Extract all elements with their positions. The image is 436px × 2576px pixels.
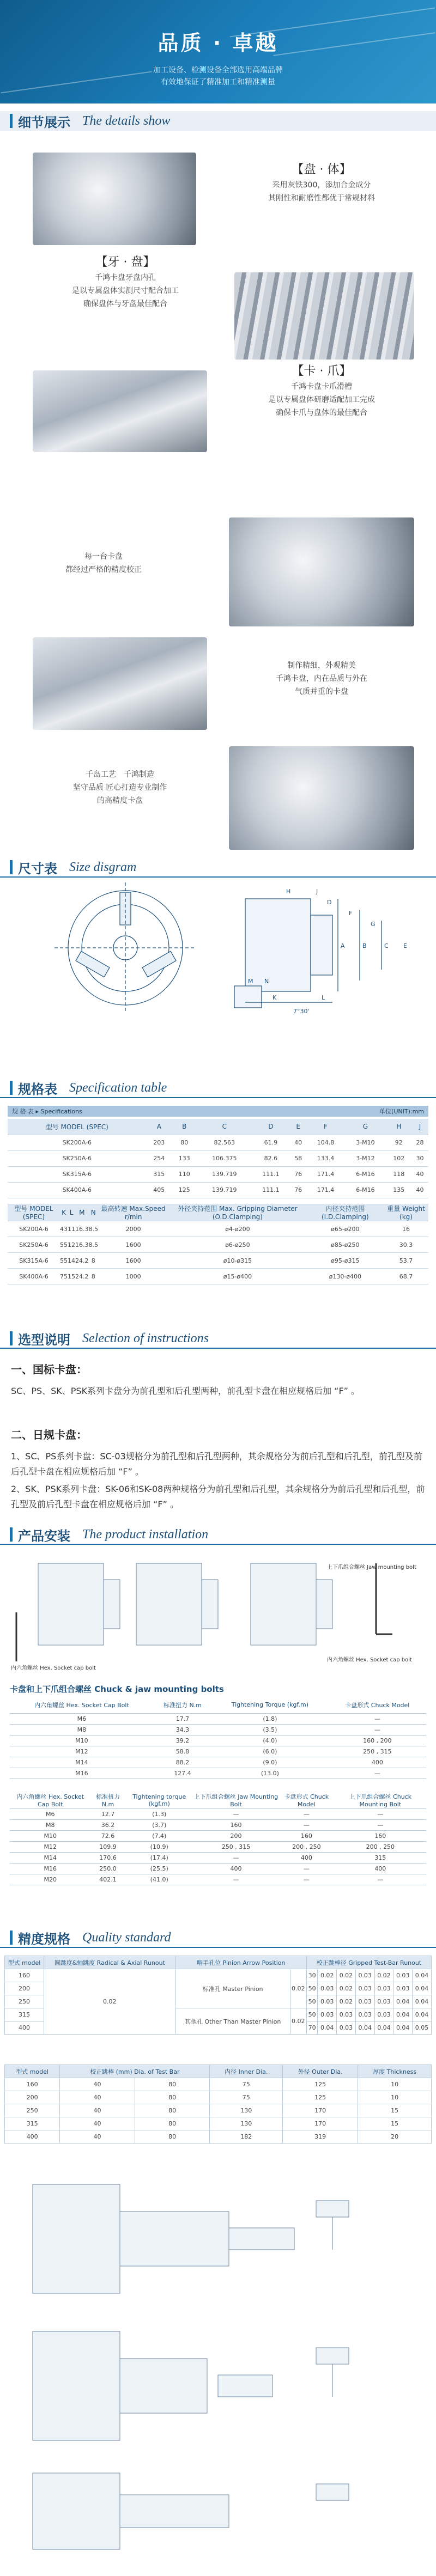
table-row: M8 34.3 (3.5) — [10,1724,426,1735]
table-row: SK250A-6 254 133 106.375 82.6 58 133.4 3-M12 102 30 [8,1150,428,1166]
table-row: SK315A-6 55 14 24.2 8 1600 ø10-ø315 ø95-ø315 53.7 [8,1253,428,1269]
selection-title-cn: 选型说明 [18,1332,70,1348]
table-row: SK200A-6 203 80 82.563 61.9 40 104.8 3-M10 92 28 [8,1135,428,1150]
table-row: M14 88.2 (9.0) 400 [10,1757,426,1768]
finished-chuck-photo [33,637,207,730]
quality-header [0,1928,436,1948]
jaws-photo [33,370,207,452]
selection-header [0,1329,436,1349]
table-row: M10 39.2 (4.0) 160 , 200 [10,1735,426,1746]
spec-table-2: 型号 MODEL (SPEC) K L M N 最高转速 Max.Speed r/min 外径夹持范围 Max. Gripping Diameter (O.D.Clamping) 内径夹持范围 (I.D.Clamping) 重量 Weight (kg) SK200A-6 43 11 16.3 8.5 2000 ø4-ø200 ø65-ø200 16 SK250A-6 55 12 16.3 8.5 1600 ø6-ø250 ø85-ø250 30.3 SK315A-6 55 14 24.2 8 1600 ø10-ø315 ø95-ø315 53.7 SK400A-6 75 15 24.2 8 1000 ø15-ø400 ø130-ø400 68.7 [8,1204,428,1284]
selection-title-en: Selection of instructions [82,1331,209,1345]
detail-block-3: 【卡 · 爪】 千鸿卡盘卡爪滑槽 是以专属盘体研磨适配加工完成 确保卡爪与盘体的最佳配合 [268,364,375,417]
size-title-en: Size disgram [69,860,137,874]
table-row: 315 其他孔 Other Than Master Pinion 0.02 50 0.03 0.03 0.03 0.03 0.04 0.04 [5,2008,432,2021]
install-label-hex-bolt-2: 内六角螺丝 Hex. Socket cap bolt [327,1657,412,1663]
table-row: SK200A-6 43 11 16.3 8.5 2000 ø4-ø200 ø65-ø200 16 [8,1221,428,1237]
dim-label-b: B [362,942,367,949]
table-row: SK250A-6 55 12 16.3 8.5 1600 ø6-ø250 ø85-ø250 30.3 [8,1237,428,1253]
spec-title-en: Specification table [69,1080,167,1095]
hero-title: 品质 · 卓越 [158,31,278,55]
table-row: SK400A-6 75 15 24.2 8 1000 ø15-ø400 ø130-ø400 68.7 [8,1269,428,1284]
dim-label-d: D [327,899,332,906]
selection-heading-2: 二、日规卡盘： [11,1428,87,1441]
spec-caption [8,1106,428,1117]
dim-label-n: N [264,978,269,985]
detail-block-1: 【盘 · 体】 采用灰铁300，添加合金成分 其刚性和耐磨性都优于常规材料 [268,163,375,203]
dim-label-f: F [349,910,353,917]
detail-block-6: 千岛工艺 千鸿制造 坚守品质 匠心打造专业制作 的高精度卡盘 [72,770,167,805]
spec-caption-left: 规 格 表 ▸ Specifications [12,1108,82,1115]
table-row: M12 109.9 (10.9) 250 , 315 200 , 250 200 , 250 [10,1841,426,1852]
details-title-cn: 细节展示 [18,114,70,130]
hero-line-1: 加工设备、检测设备全部选用高端品牌 [153,66,283,75]
scroll-disk-photo [234,272,414,360]
quality-table-1: 型式 model 圆跳度&轴跳度 Radical & Axial Runout 啃手孔位 Pinion Arrow Position 校正跳棒径 Gripped Test-Bar Runout 160 0.02 标准孔 Master Pinion 0.02 30 0.02 0.02 0.03 0.02 0.03 0.04 200 50 0.03 0.02 0.03 0.03 0.03 0.04 250 50 0.03 0.02 0.03 0.03 0.04 0.04 315 其他孔 Other Than Master Pinion 0.02 50 0.03 0.03 0.03 0.03 0.04 0.04 400 70 0.04 0.03 0.04 0.04 0.04 0.05 [4,1956,432,2035]
dim-label-g: G [371,921,376,928]
install-title-cn: 产品安装 [18,1528,70,1544]
table-row: 400 70 0.04 0.03 0.04 0.04 0.04 0.05 [5,2021,432,2035]
install-title-en: The product installation [82,1527,209,1542]
dim-label-m: M [248,978,253,985]
calibration-photo [229,517,414,626]
chuck-body-photo [33,153,196,245]
table-row: M6 17.7 (1.8) — [10,1713,426,1724]
mounting-title: 卡盘和上下爪组合螺丝 Chuck & jaw mounting bolts [10,1684,224,1694]
angle-label: 7°30' [293,1008,310,1015]
size-header [0,858,436,878]
table-row: M16 250.0 (25.5) 400 — 400 [10,1863,426,1874]
table-row: M12 58.8 (6.0) 250 , 315 [10,1746,426,1757]
detail-block-5: 制作精细，外观精美 千鸿卡盘，内在品质与外在 气质并重的卡盘 [276,661,367,696]
dim-label-e: E [403,942,407,949]
selection-para-2b: 2、SK、PSK系列卡盘：SK-06和SK-08两种规格分为前孔型和后孔型，其余规格分为前后孔型和后孔型，前孔型及前后孔型卡盘在相应规格后加 “F” 。 [11,1484,425,1509]
dim-label-l: L [322,994,325,1001]
install-diagram [0,1552,436,1672]
table-row: M20 402.1 (41.0) — — — [10,1874,426,1885]
detail-block-2: 【牙 · 盘】 千鸿卡盘牙盘内孔 是以专属盘体实测尺寸配合加工 确保盘体与牙盘最佳配合 [72,255,179,308]
install-label-hex-bolt: 内六角螺丝 Hex. Socket cap bolt [11,1665,96,1671]
table-row: 160 40 80 75 125 10 [5,2078,432,2091]
chuck-closeup-photo [229,746,414,850]
quality-diagrams [0,2168,436,2560]
mounting-table-1: 内六角螺丝 Hex. Socket Cap Bolt 标准扭力 N.m Tightening Torque (kgf.m) 卡盘形式 Chuck Model M6 17.7 (1.8) — M8 34.3 (3.5) — M10 39.2 (4.0) 160 , 200 M12 58.8 (6.0) 250 , 315 M14 88.2 (9.0) 400 M16 127.4 (13.0) — [10,1697,426,1779]
dim-label-c: C [384,942,389,949]
dim-label-j: J [316,888,318,895]
table-row: 160 0.02 标准孔 Master Pinion 0.02 30 0.02 0.02 0.03 0.02 0.03 0.04 [5,1969,432,1982]
details-header [0,111,436,131]
table-row: 400 40 80 182 319 20 [5,2130,432,2143]
dim-label-k: K [272,994,277,1001]
spec-caption-right: 单位(UNIT):mm [379,1108,424,1115]
hero-line-2: 有效地保证了精准加工和精准测量 [161,78,275,87]
dim-label-h: H [286,888,291,895]
quality-title-cn: 精度规格 [18,1931,70,1947]
detail-block-4: 每一台卡盘 都经过严格的精度校正 [65,552,142,574]
mounting-table-2: 内六角螺丝 Hex. Socket Cap Bolt 标准扭力 N.m Tightening torque (kgf.m) 上下爪组合螺丝 Jaw Mounting Bolt 卡盘形式 Chuck Model 上下爪组合螺丝 Chuck Mounting Bolt M6 12.7 (1.3) — — — M8 36.2 (3.7) 160 — — M10 72.6 (7.4) 200 160 160 M12 109.9 (10.9) 250 , 315 200 , 250 200 , 250 M14 170.6 (17.4) — 400 315 M16 250.0 (25.5) 400 — 400 M20 402.1 (41.0) — — — [10,1792,426,1885]
details-title-en: The details show [82,113,171,128]
table-row: 250 40 80 130 170 15 [5,2104,432,2117]
selection-para-1: SC、PS、SK、PSK系列卡盘分为前孔型和后孔型两种，前孔型卡盘在相应规格后加 “F” 。 [11,1386,360,1396]
quality-title-en: Quality standard [82,1930,171,1945]
dim-label-a: A [341,942,345,949]
table-row: M6 12.7 (1.3) — — — [10,1808,426,1819]
table-row: 200 40 80 75 125 10 [5,2091,432,2104]
table-row: 315 40 80 130 170 15 [5,2117,432,2130]
table-row: 200 50 0.03 0.02 0.03 0.03 0.03 0.04 [5,1982,432,1995]
selection-para-2a: 1、SC、PS系列卡盘：SC-03规格分为前孔型和后孔型两种，其余规格分为前后孔型和后孔型，前孔型及前后孔型卡盘在相应规格后加 “F” 。 [11,1451,422,1477]
table-row: SK315A-6 315 110 139.719 111.1 76 171.4 6-M16 118 40 [8,1166,428,1182]
quality-table-2: 型式 model 校正跳棒 (mm) Dia. of Test Bar 内径 Inner Dia. 外径 Outer Dia. 厚度 Thickness 160 40 80 75 125 10 200 40 80 75 125 10 250 40 80 130 170 15 315 40 80 130 170 15 400 40 80 182 319 20 [4,2065,432,2143]
spec-table-1: 型号 MODEL (SPEC) A B C D E F G H J SK200A-6 203 80 82.563 61.9 40 104.8 3-M10 92 28 SK250A-6 254 133 106.375 82.6 58 133.4 3-M12 102 30 SK315A-6 315 110 139.719 111.1 76 171.4 6-M16 118 40 SK400A-6 405 125 139.719 111.1 76 171.4 6-M16 135 40 [8,1119,428,1198]
table-row: SK400A-6 405 125 139.719 111.1 76 171.4 6-M16 135 40 [8,1182,428,1198]
size-title-cn: 尺寸表 [18,861,57,876]
table-row: M16 127.4 (13.0) — [10,1768,426,1779]
install-label-jaw-bolt: 上下爪组合螺丝 Jaw mounting bolt [327,1564,416,1570]
install-header [0,1525,436,1545]
spec-header [0,1079,436,1098]
table-row: M10 72.6 (7.4) 200 160 160 [10,1830,426,1841]
table-row: M14 170.6 (17.4) — 400 315 [10,1852,426,1863]
table-row: M8 36.2 (3.7) 160 — — [10,1819,426,1830]
size-diagram [0,882,436,1024]
table-row: 250 50 0.03 0.02 0.03 0.03 0.04 0.04 [5,1995,432,2008]
hero-banner [0,0,436,103]
spec-title-cn: 规格表 [18,1081,57,1097]
selection-heading-1: 一、国标卡盘： [11,1363,87,1376]
